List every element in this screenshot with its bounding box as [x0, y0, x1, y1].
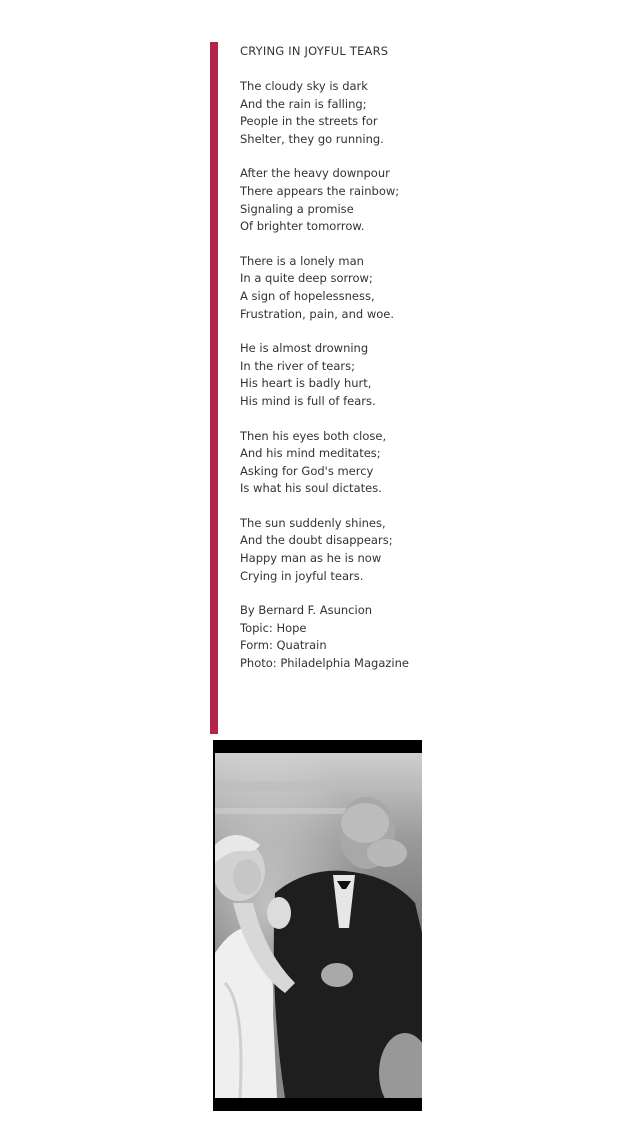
poem-line: There appears the rainbow;	[240, 183, 400, 198]
poem-line: The cloudy sky is dark	[240, 79, 368, 93]
poem-line: Frustration, pain, and woe.	[240, 306, 395, 321]
stanza-6	[240, 515, 630, 585]
poem-line: Crying in joyful tears.	[240, 568, 364, 583]
form-credit: Form: Quatrain	[240, 638, 327, 653]
poem-line: There is a lonely man	[240, 253, 364, 268]
poem-line: People in the streets for	[240, 114, 378, 129]
poem-credits	[240, 602, 630, 672]
poem-line: Of brighter tomorrow.	[240, 219, 365, 234]
poem-line: His mind is full of fears.	[240, 393, 376, 408]
poem-line: Signaling a promise	[240, 201, 354, 216]
wedding-photo-image	[215, 753, 422, 1098]
poem-line: He is almost drowning	[240, 341, 369, 356]
poem-line: Is what his soul dictates.	[240, 481, 382, 496]
stanza-4	[240, 340, 630, 410]
stanza-5	[240, 428, 630, 498]
poem-line: And the doubt disappears;	[240, 533, 393, 548]
poem-line: And his mind meditates;	[240, 446, 381, 461]
stanza-3	[240, 253, 630, 323]
poem-line: Then his eyes both close,	[240, 428, 387, 443]
poem-line: Asking for God's mercy	[240, 463, 374, 478]
poem-line: In a quite deep sorrow;	[240, 271, 373, 286]
poem-line: Happy man as he is now	[240, 551, 382, 566]
wedding-photo	[213, 740, 422, 1111]
stanza-2	[240, 165, 630, 235]
poem-line: After the heavy downpour	[240, 166, 390, 181]
poem-line: A sign of hopelessness,	[240, 288, 375, 303]
topic-credit: Topic: Hope	[240, 620, 307, 635]
accent-bar	[210, 42, 218, 734]
poem	[240, 42, 630, 690]
poem-line: And the rain is falling;	[240, 96, 367, 111]
poem-line: In the river of tears;	[240, 358, 356, 373]
poem-line: The sun suddenly shines,	[240, 515, 386, 530]
stanza-1	[240, 78, 630, 148]
photo-credit: Photo: Philadelphia Magazine	[240, 656, 409, 671]
author-credit: By Bernard F. Asuncion	[240, 603, 373, 618]
poem-title: CRYING IN JOYFUL TEARS	[240, 44, 389, 58]
poem-line: Shelter, they go running.	[240, 131, 384, 146]
poem-line: His heart is badly hurt,	[240, 376, 372, 391]
